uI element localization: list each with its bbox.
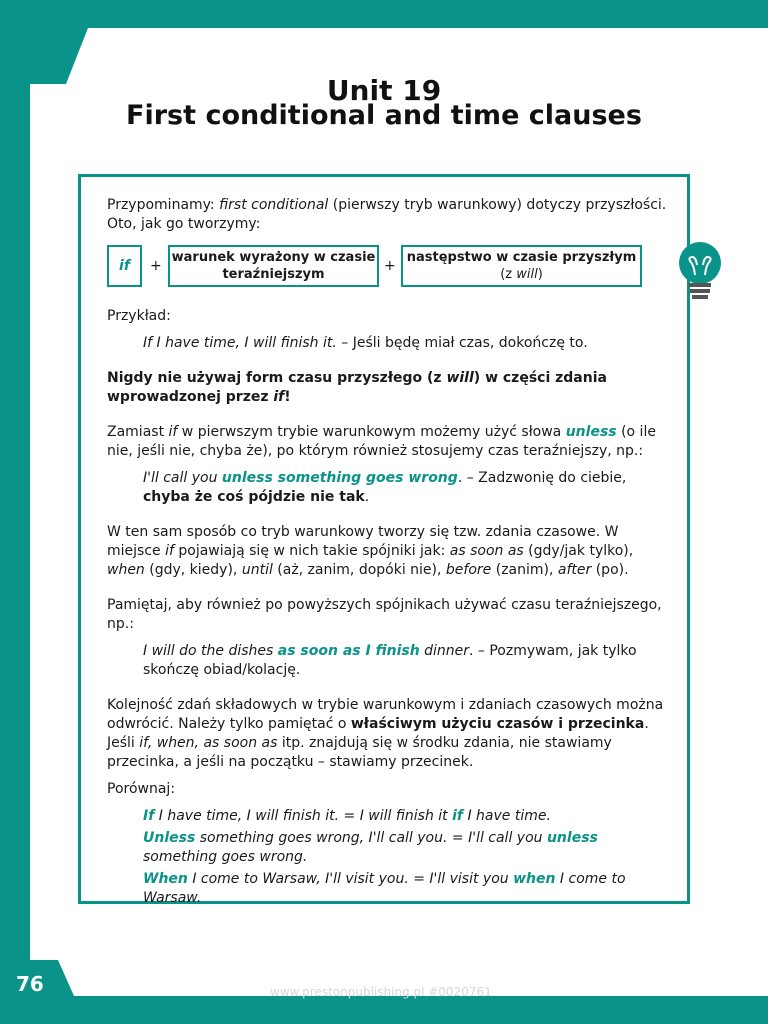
tc-text: W ten sam sposób co tryb warunkowy tworzy się tzw. zdania czasowe. W miejsce: [107, 524, 619, 559]
page-title: First conditional and time clauses: [126, 100, 642, 131]
result-paren: (z: [500, 267, 517, 282]
unless-if: if: [168, 424, 178, 440]
tc-when: when: [107, 562, 145, 578]
formula-condition-box: warunek wyrażony w czasie teraźniejszym: [168, 245, 379, 287]
unless-paragraph: [107, 423, 672, 461]
order-bold: właściwym użyciu czasów i przecinka: [350, 716, 645, 732]
warning-will: will: [446, 370, 474, 386]
compare-keyword: unless: [546, 830, 598, 846]
page-number: 76: [16, 972, 44, 996]
unless-text: w pierwszym trybie warunkowym możemy użyć słowa: [177, 424, 566, 440]
intro-term: first conditional: [219, 197, 329, 213]
watermark: www.prestonpublishing.pl #0020761: [270, 985, 492, 999]
unless-example-text: I'll call you: [143, 470, 222, 486]
tc-before: before: [445, 562, 492, 578]
compare-text: I come to Warsaw.: [143, 871, 626, 906]
unless-keyword: unless: [565, 424, 617, 440]
content: [107, 196, 672, 908]
dishes-text: dinner: [419, 643, 470, 659]
result-label: następstwo w czasie przyszłym: [406, 250, 637, 265]
compare-keyword: when: [513, 871, 556, 887]
compare-keyword: Unless: [143, 830, 196, 846]
plus-sign: +: [384, 258, 396, 274]
tc-text: (gdy/jak tylko),: [523, 543, 634, 559]
compare-text: something goes wrong, I'll call you. = I'll call you: [195, 830, 547, 846]
tc-text: (po).: [591, 562, 629, 578]
tc-text: (gdy, kiedy),: [144, 562, 242, 578]
compare-text: I have time.: [463, 808, 551, 824]
warning-text: !: [284, 389, 291, 405]
tc-text: (aż, zanim, dopóki nie),: [272, 562, 446, 578]
result-paren-close: ): [537, 267, 543, 282]
compare-line: [107, 870, 672, 908]
result-will: will: [516, 267, 538, 282]
tc-as-soon-as: as soon as: [449, 543, 524, 559]
unless-example-text: . – Zadzwonię do ciebie,: [457, 470, 627, 486]
example-english: If I have time, I will finish it.: [143, 335, 337, 351]
lightbulb-icon: [676, 241, 724, 303]
formula: [107, 245, 672, 289]
unless-example: [107, 469, 672, 507]
example-polish: – Jeśli będę miał czas, dokończę to.: [336, 335, 588, 351]
unless-example-highlight: unless something goes wrong: [221, 470, 458, 486]
tc-after: after: [557, 562, 592, 578]
order-conjunctions: if, when, as soon as: [139, 735, 278, 751]
intro-text: Przypominamy:: [107, 197, 220, 213]
dishes-translation: . – Pozmywam, jak tylko skończę obiad/kolację.: [143, 643, 637, 678]
formula-if-box: if: [107, 245, 142, 287]
order-text: . Jeśli: [107, 716, 649, 751]
order-paragraph: [107, 696, 672, 772]
compare-line: [107, 807, 672, 826]
tc-text: pojawiają się w nich takie spójniki jak:: [173, 543, 450, 559]
unless-example-bold: chyba że coś pójdzie nie tak: [143, 489, 365, 505]
unless-text: Zamiast: [107, 424, 169, 440]
compare-keyword: if: [452, 808, 463, 824]
formula-result-box: [401, 245, 642, 287]
compare-text: something goes wrong.: [143, 849, 308, 865]
dishes-example: [107, 642, 672, 680]
compare-text: I come to Warsaw, I'll visit you. = I'll visit you: [187, 871, 514, 887]
compare-text: I have time, I will finish it. = I will finish it: [154, 808, 453, 824]
warning-text: Nigdy nie używaj form czasu przyszłego (z: [107, 370, 447, 386]
remember-paragraph: Pamiętaj, aby również po powyższych spójnikach używać czasu teraźniejszego, np.:: [107, 597, 662, 632]
intro-text-rest: (pierwszy tryb warunkowy) dotyczy przyszłości. Oto, jak go tworzymy:: [107, 197, 667, 232]
unit-number: Unit 19: [326, 74, 442, 107]
warning-if: if: [273, 389, 285, 405]
plus-sign: +: [150, 258, 162, 274]
time-clauses-paragraph: [107, 523, 672, 580]
compare-line: [107, 829, 672, 867]
tc-text: (zanim),: [491, 562, 558, 578]
warning-text: ) w części zdania wprowadzonej przez: [107, 370, 607, 405]
example-label: Przykład:: [107, 308, 171, 324]
unless-text: (o ile nie, jeśli nie, chyba że), po którym również stosujemy czas teraźniejszy, np.:: [107, 424, 656, 459]
order-text: Kolejność zdań składowych w trybie warunkowym i zdaniach czasowych można odwrócić. Należy tylko pamiętać o: [107, 697, 664, 732]
tc-if: if: [165, 543, 174, 559]
intro-paragraph: [107, 196, 672, 234]
compare-keyword: When: [143, 871, 188, 887]
tc-until: until: [241, 562, 273, 578]
unless-example-text: .: [364, 489, 370, 505]
dishes-text: I will do the dishes: [143, 643, 278, 659]
compare-label: Porównaj:: [107, 781, 176, 797]
example-sentence: [107, 334, 672, 353]
compare-keyword: If: [143, 808, 155, 824]
warning-paragraph: [107, 369, 672, 407]
order-text: itp. znajdują się w środku zdania, nie stawiamy przecinka, a jeśli na początku – stawiamy przecinek.: [107, 735, 612, 770]
dishes-highlight: as soon as I finish: [277, 643, 420, 659]
